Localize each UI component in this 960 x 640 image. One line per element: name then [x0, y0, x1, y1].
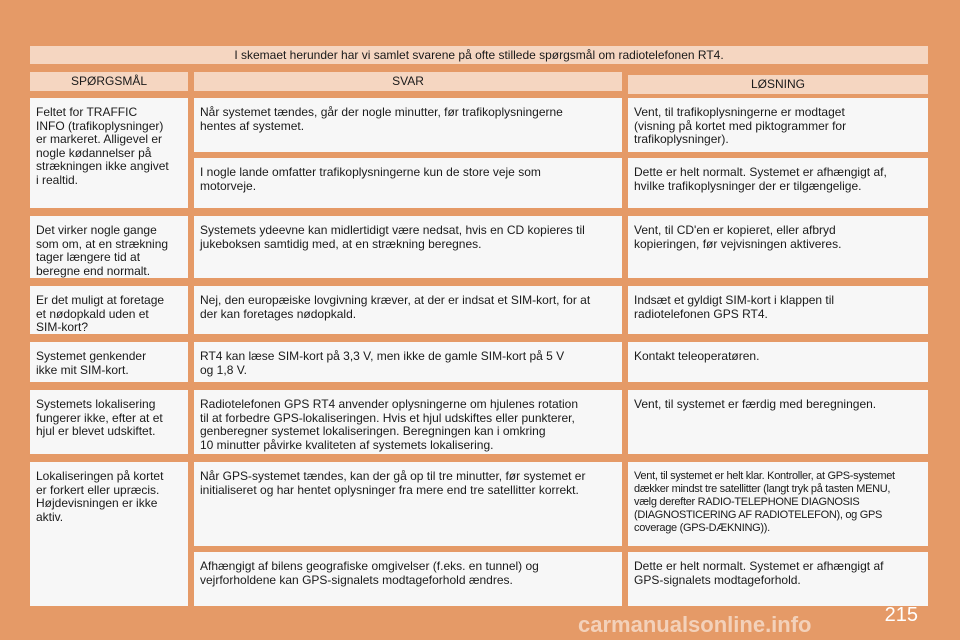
answer-cell: Når systemet tændes, går der nogle minutter, før trafikoplysningerne hentes af systemet.	[194, 98, 622, 152]
solution-cell: Vent, til systemet er helt klar. Kontroller, at GPS-systemet dækker mindst tre satellitter (langt tryk på tasten MENU, vælg derefter RADIO-TELEPHONE DIAGNOSIS (DIAGNOSTICERING AF RADIOTELEFON), og GPS coverage (GPS-DÆKNING)).	[628, 462, 928, 546]
solution-cell: Dette er helt normalt. Systemet er afhængigt af GPS-signalets modtageforhold.	[628, 552, 928, 606]
question-cell: Lokaliseringen på kortet er forkert eller upræcis. Højdevisningen er ikke aktiv.	[30, 462, 188, 606]
question-cell: Feltet for TRAFFIC INFO (trafikoplysninger) er markeret. Alligevel er nogle kødannelser på strækningen ikke angivet i realtid.	[30, 98, 188, 208]
header-question: SPØRGSMÅL	[30, 72, 188, 91]
answer-cell: Afhængigt af bilens geografiske omgivelser (f.eks. en tunnel) og vejrforholdene kan GPS-signalets modtageforhold ændres.	[194, 552, 622, 606]
question-cell: Er det muligt at foretage et nødopkald uden et SIM-kort?	[30, 286, 188, 334]
solution-cell: Dette er helt normalt. Systemet er afhængigt af, hvilke trafikoplysninger der er tilgængelige.	[628, 158, 928, 208]
solution-cell: Indsæt et gyldigt SIM-kort i klappen til radiotelefonen GPS RT4.	[628, 286, 928, 334]
question-cell: Systemet genkender ikke mit SIM-kort.	[30, 342, 188, 382]
question-cell: Det virker nogle gange som om, at en strækning tager længere tid at beregne end normalt.	[30, 216, 188, 278]
header-answer: SVAR	[194, 72, 622, 91]
solution-cell: Vent, til trafikoplysningerne er modtaget (visning på kortet med piktogrammer for trafikoplysninger).	[628, 98, 928, 152]
watermark: carmanualsonline.info	[578, 612, 812, 637]
solution-cell: Vent, til CD'en er kopieret, eller afbryd kopieringen, før vejvisningen aktiveres.	[628, 216, 928, 278]
solution-cell: Vent, til systemet er færdig med beregningen.	[628, 390, 928, 454]
question-cell: Systemets lokalisering fungerer ikke, efter at et hjul er blevet udskiftet.	[30, 390, 188, 454]
answer-cell: RT4 kan læse SIM-kort på 3,3 V, men ikke de gamle SIM-kort på 5 V og 1,8 V.	[194, 342, 622, 382]
answer-cell: Når GPS-systemet tændes, kan der gå op til tre minutter, før systemet er initialiseret og har hentet oplysninger fra mere end tre satellitter korrekt.	[194, 462, 622, 546]
header-solution: LØSNING	[628, 75, 928, 94]
intro-banner: I skemaet herunder har vi samlet svarene på ofte stillede spørgsmål om radiotelefonen RT4.	[30, 46, 928, 64]
solution-cell: Kontakt teleoperatøren.	[628, 342, 928, 382]
answer-cell: Systemets ydeevne kan midlertidigt være nedsat, hvis en CD kopieres til jukeboksen samtidig med, at en strækning beregnes.	[194, 216, 622, 278]
answer-cell: Radiotelefonen GPS RT4 anvender oplysningerne om hjulenes rotation til at forbedre GPS-lokaliseringen. Hvis et hjul udskiftes eller punkterer, genberegner systemet lokaliseringen. Beregningen kan i omkring 10 minutter påvirke kvaliteten af systemets lokalisering.	[194, 390, 622, 454]
answer-cell: I nogle lande omfatter trafikoplysningerne kun de store veje som motorveje.	[194, 158, 622, 208]
answer-cell: Nej, den europæiske lovgivning kræver, at der er indsat et SIM-kort, for at der kan foretages nødopkald.	[194, 286, 622, 334]
page-number: 215	[884, 604, 918, 626]
